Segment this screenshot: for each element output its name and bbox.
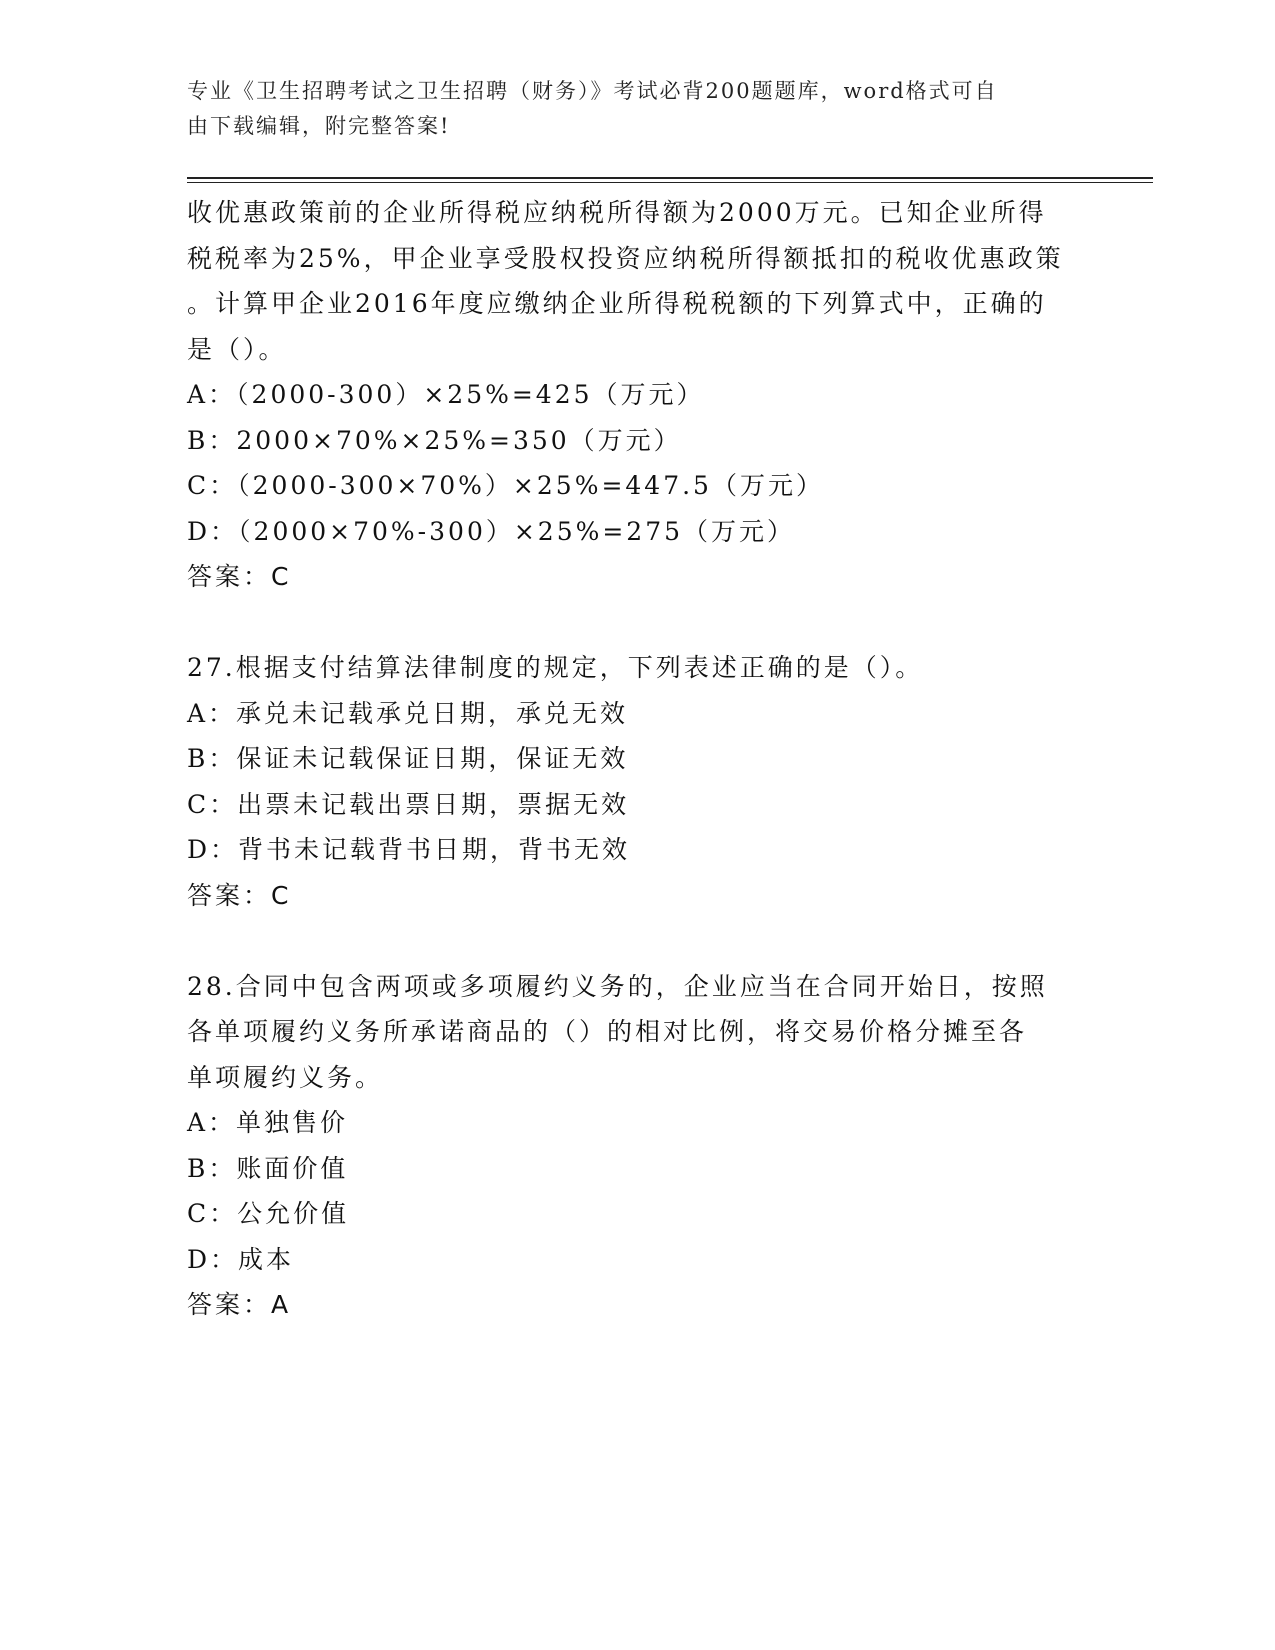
question-27 — [187, 645, 1087, 918]
option-d: D：（2000×70%-300）×25%=275（万元） — [187, 516, 796, 546]
header-rule-thin — [187, 182, 1153, 183]
question-26 — [187, 190, 1087, 600]
question-stem-line: 收优惠政策前的企业所得税应纳税所得额为2000万元。已知企业所得 — [187, 198, 1047, 227]
answer-line: 答案：C — [187, 562, 292, 591]
option-d: D：成本 — [187, 1244, 295, 1274]
question-28 — [187, 964, 1087, 1328]
option-d: D：背书未记载背书日期，背书无效 — [187, 835, 631, 864]
header-rule-thick — [187, 177, 1153, 179]
question-stem-line: 是（）。 — [187, 334, 287, 364]
question-stem-line: 27.根据支付结算法律制度的规定，下列表述正确的是（）。 — [187, 653, 924, 682]
option-b: B：账面价值 — [187, 1153, 349, 1183]
option-a: A：（2000-300）×25%=425（万元） — [187, 380, 705, 409]
question-stem-line: 税税率为25%，甲企业享受股权投资应纳税所得额抵扣的税收优惠政策 — [187, 243, 1064, 273]
option-b: B：保证未记载保证日期，保证无效 — [187, 744, 629, 773]
page-header — [187, 74, 1067, 144]
document-body — [187, 190, 1087, 1328]
question-stem-line: 单项履约义务。 — [187, 1062, 384, 1092]
option-a: A：承兑未记载承兑日期，承兑无效 — [187, 698, 629, 728]
option-c: C：出票未记载出票日期，票据无效 — [187, 789, 630, 819]
header-line-2: 由下载编辑，附完整答案! — [187, 114, 451, 138]
answer-line: 答案：A — [187, 1290, 292, 1319]
option-b: B：2000×70%×25%=350（万元） — [187, 425, 682, 455]
question-stem-line: 28.合同中包含两项或多项履约义务的，企业应当在合同开始日，按照 — [187, 971, 1048, 1001]
question-stem-line: 。计算甲企业2016年度应缴纳企业所得税税额的下列算式中，正确的 — [187, 289, 1047, 318]
option-c: C：公允价值 — [187, 1199, 350, 1228]
option-c: C：（2000-300×70%）×25%=447.5（万元） — [187, 471, 824, 500]
answer-line: 答案：C — [187, 880, 292, 910]
question-stem-line: 各单项履约义务所承诺商品的（）的相对比例，将交易价格分摊至各 — [187, 1017, 1028, 1046]
header-line-1: 专业《卫生招聘考试之卫生招聘（财务）》考试必背200题题库，word格式可自 — [187, 79, 998, 103]
spacer — [187, 918, 1087, 964]
option-a: A：单独售价 — [187, 1108, 349, 1137]
spacer — [187, 600, 1087, 646]
